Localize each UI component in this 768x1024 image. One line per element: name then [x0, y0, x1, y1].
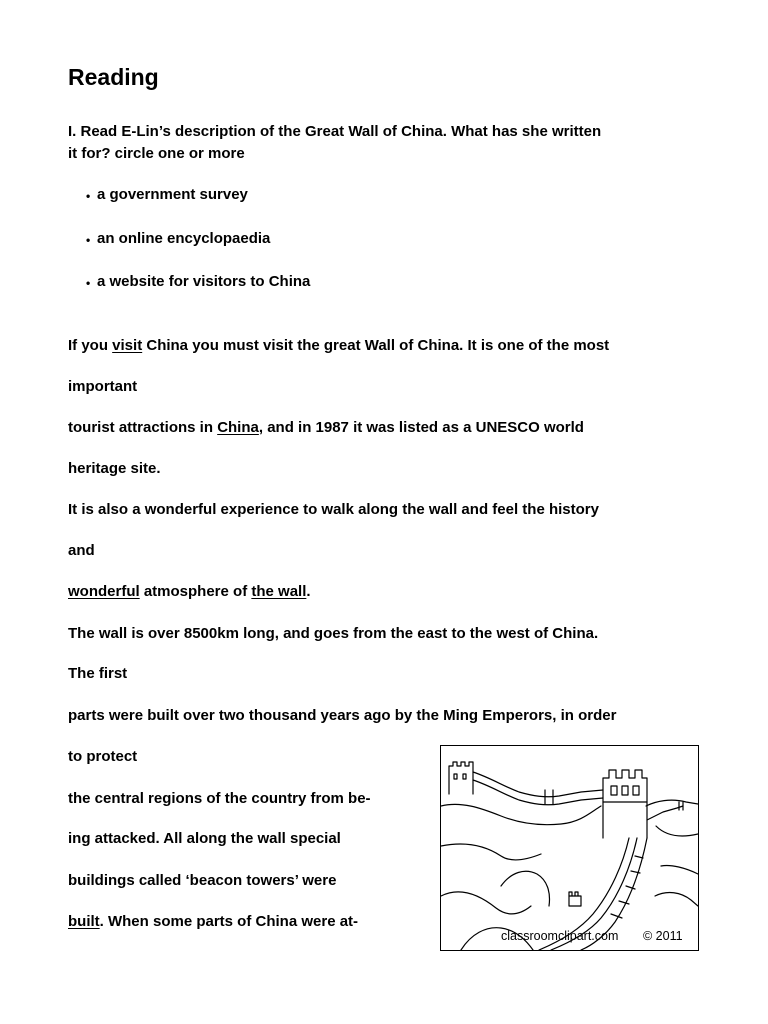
passage-line: to protect	[68, 748, 138, 765]
passage-line: parts were built over two thousand years ago by the Ming Emperors, in order	[68, 707, 617, 724]
option-label: a website for visitors to China	[97, 273, 311, 290]
passage-line: buildings called ‘beacon towers’ were	[68, 872, 337, 889]
question-line-1: I. Read E-Lin’s description of the Great Wall of China. What has she written	[68, 123, 602, 140]
passage-text: .	[306, 583, 311, 600]
passage-text: , and in 1987 it was listed as a UNESCO world	[258, 419, 584, 436]
passage-text: . When some parts of China were at-	[99, 913, 359, 930]
bullet-icon: •	[86, 189, 91, 203]
great-wall-illustration	[440, 745, 699, 951]
watermark-text: classroomclipart.com	[501, 929, 619, 943]
passage-line: It is also a wonderful experience to walk along the wall and feel the history	[68, 501, 599, 518]
great-wall-icon	[441, 746, 698, 950]
passage-line: and	[68, 542, 95, 559]
passage-text: China you must visit the great Wall of China. It is one of the most	[142, 337, 610, 354]
passage-line	[68, 912, 358, 932]
option-label: an online encyclopaedia	[97, 230, 271, 247]
passage-text: atmosphere of	[139, 583, 252, 600]
option-label: a government survey	[97, 186, 248, 203]
passage-line: important	[68, 378, 138, 395]
passage-line	[68, 336, 609, 356]
passage-line: heritage site.	[68, 460, 161, 477]
underlined-word: China	[217, 419, 259, 436]
passage-line	[68, 418, 584, 438]
bullet-icon: •	[86, 233, 91, 247]
underlined-word: wonderful	[68, 583, 140, 600]
passage-line: the central regions of the country from be-	[68, 790, 371, 807]
passage-line: The wall is over 8500km long, and goes from the east to the west of China.	[68, 625, 599, 642]
passage-line: ing attacked. All along the wall special	[68, 830, 341, 847]
passage-line: The first	[68, 665, 128, 682]
underlined-word: built	[68, 913, 100, 930]
bullet-icon: •	[86, 276, 91, 290]
page-title: Reading	[68, 64, 159, 90]
passage-text: tourist attractions in	[68, 419, 218, 436]
question-line-2: it for? circle one or more	[68, 145, 245, 162]
passage-text: If you	[68, 337, 113, 354]
underlined-word: the wall	[251, 583, 307, 600]
passage-line	[68, 582, 311, 602]
copyright-text: © 2011	[643, 929, 683, 943]
underlined-word: visit	[112, 337, 143, 354]
